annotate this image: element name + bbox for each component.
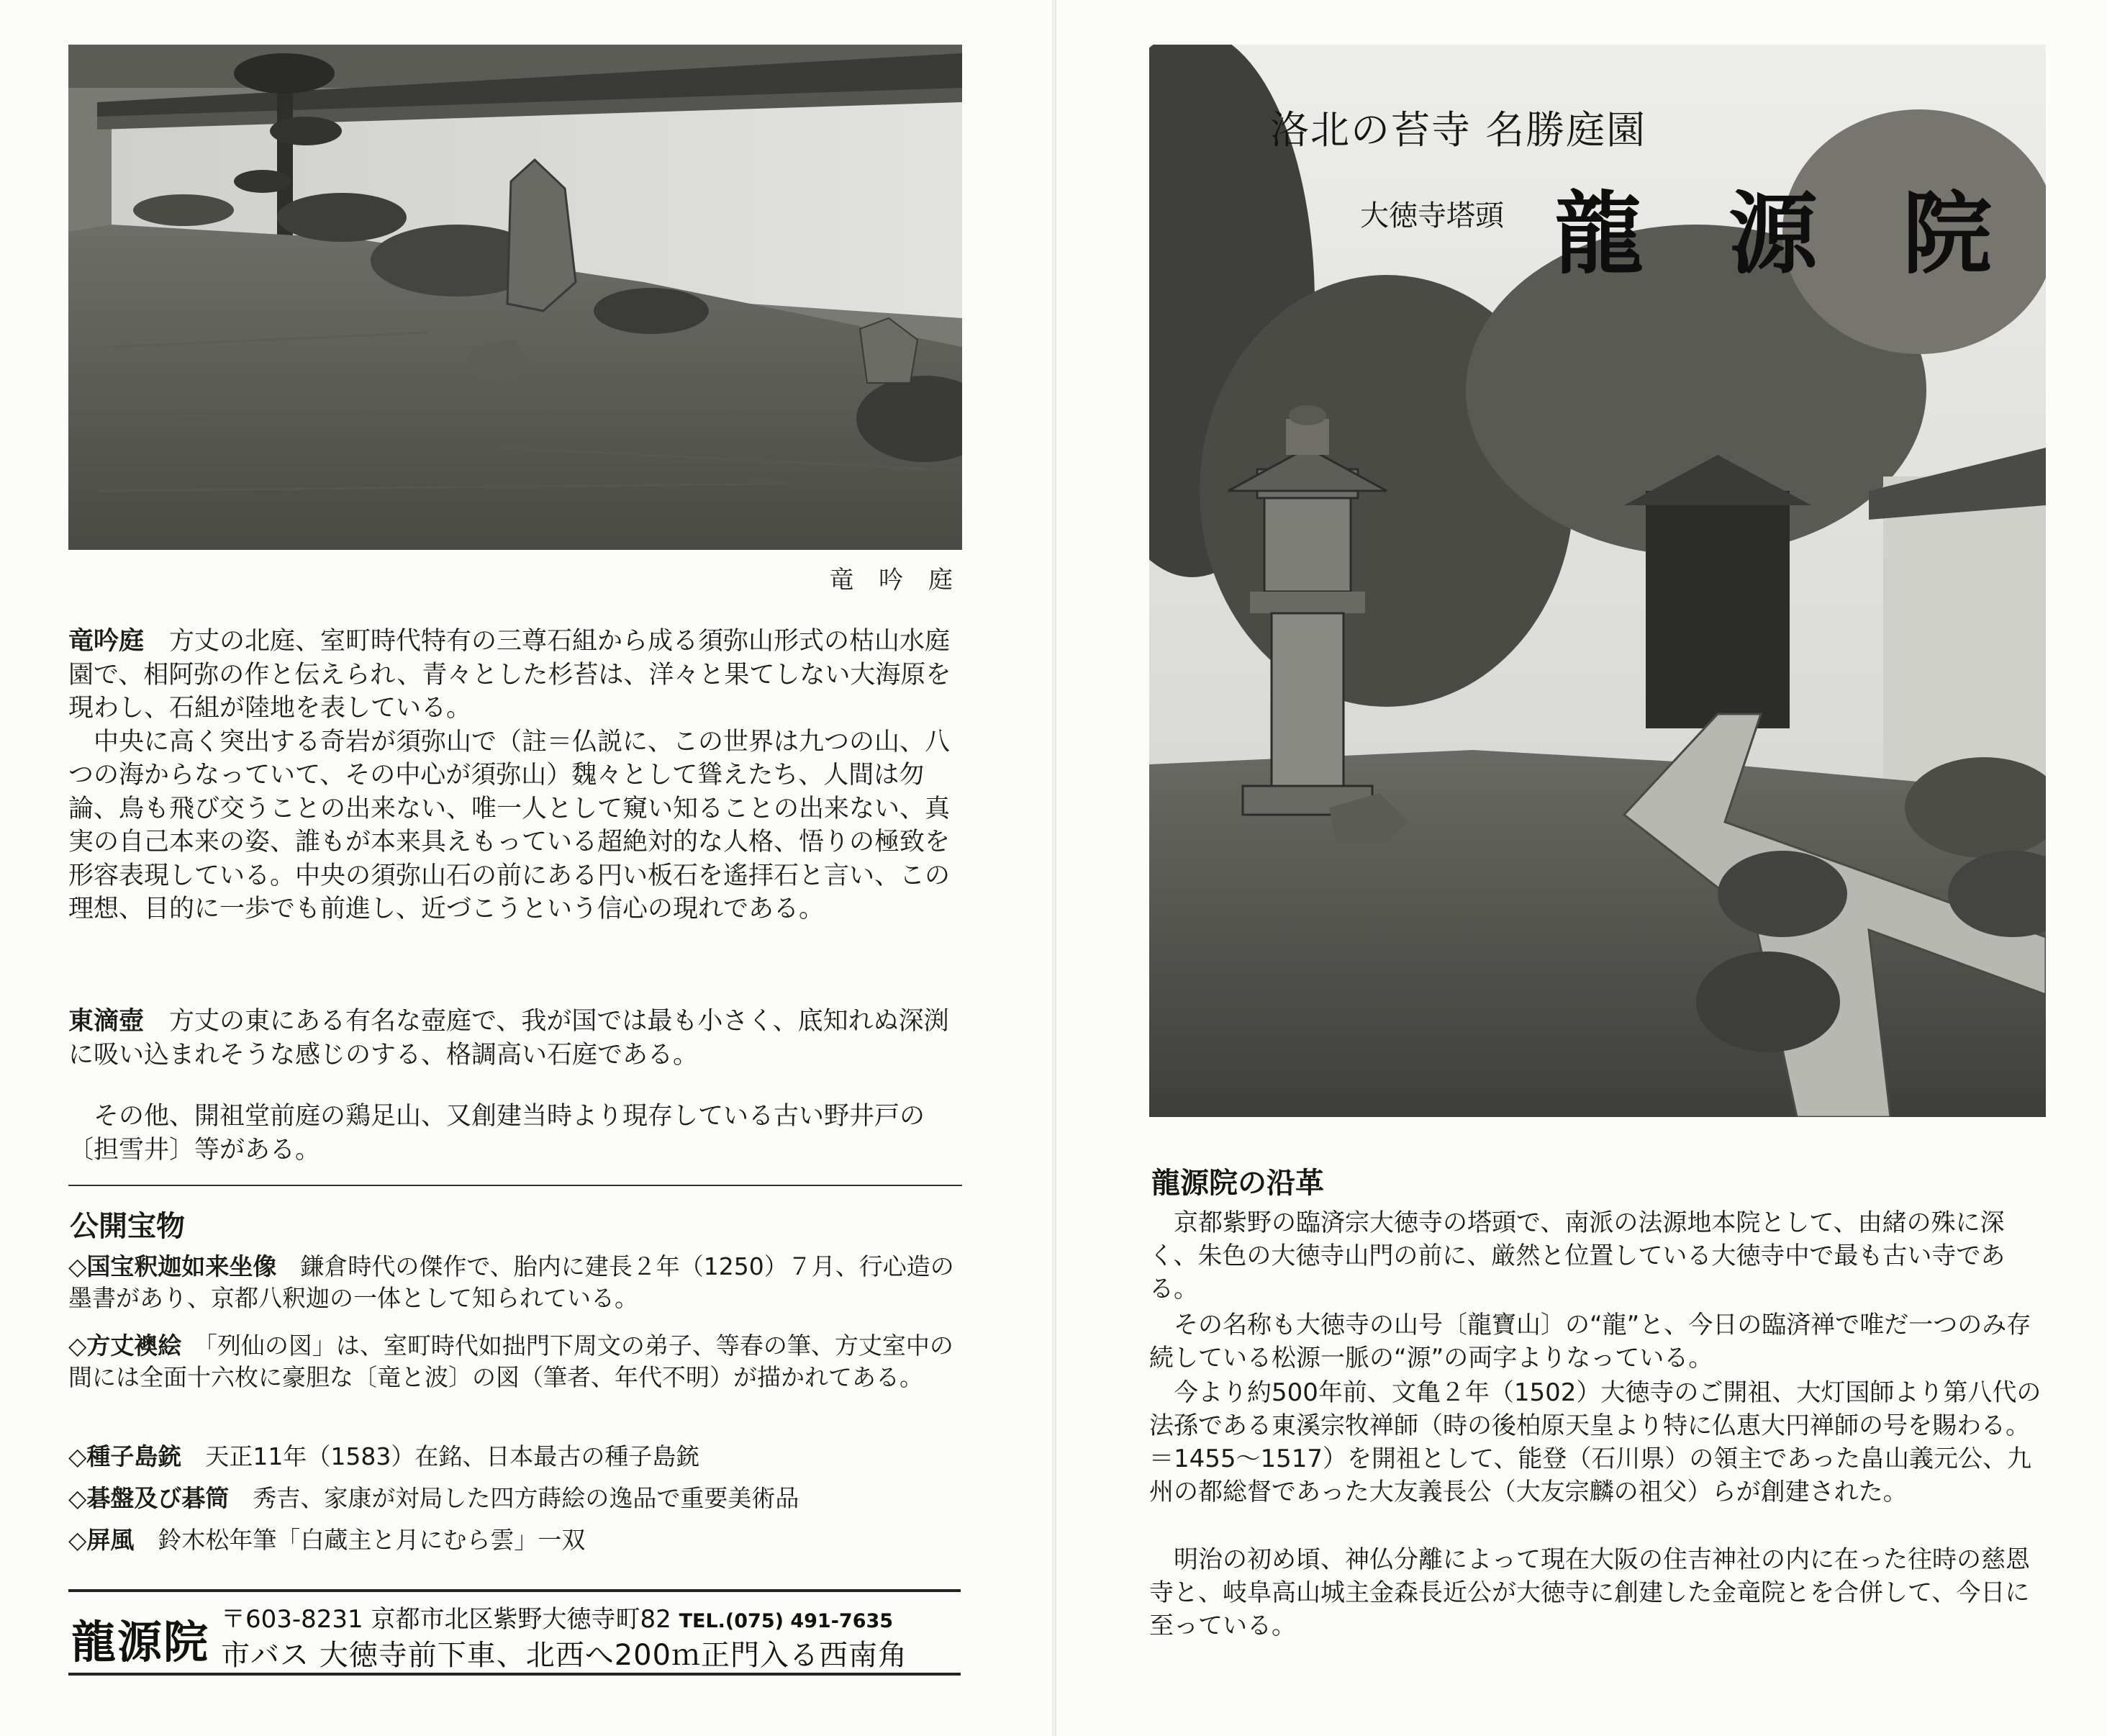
bullet-icon: ◇ [68,1484,87,1512]
bullet-icon: ◇ [68,1442,87,1470]
treasure-desc: 鎌倉時代の傑作で、胎内に建長２年（1250）７月、行心造の墨書があり、京都八釈迦の一体として知られている。 [68,1252,954,1312]
tel-number: (075) 491-7635 [725,1610,894,1632]
treasure-desc: 鈴木松年筆「白蔵主と月にむら雲」一双 [158,1526,586,1554]
cover-tagline: 洛北の苔寺 名勝庭園 [1270,107,1647,153]
history-text: 明治の初め頃、神仏分離によって現在大阪の住吉神社の内に在った往時の慈恩寺と、岐阜高山城主金森長近公が大徳寺に創建した金竜院とを合併して、今日に至っている。 [1149,1545,2030,1640]
treasure-name: 碁盤及び碁筒 [86,1484,230,1512]
treasure-item [68,1330,968,1393]
ryugintei-paragraph [68,625,968,926]
ryugintei-text-2: 中央に高く突出する奇岩が須弥山で（註＝仏説に、この世界は九つの山、八つの海からなっていて、その中心が須弥山）魏々として聳えたち、人間は勿論、鳥も飛び交うことの出来ない、唯一人として窺い知ることの出来ない、真実の自己本来の姿、誰もが本来具えもっている超絶対的な人格、悟りの極致を形容表現している。中央の須弥山石の前にある円い板石を遙拝石と言い、この理想、目的に一歩でも前進し、近づこうという信心の現れである。 [68,727,951,923]
totekiko-text: 方丈の東にある有名な壺庭で、我が国では最も小さく、底知れぬ深渕に吸い込まれそうな感じのする、格調高い石庭である。 [68,1007,949,1070]
address-line-2: 市バス 大徳寺前下車、北西へ200ｍ正門入る西南角 [221,1639,908,1672]
tel-label: TEL. [679,1610,725,1632]
left-page [0,0,1052,1736]
history-paragraph [1149,1543,2050,1642]
history-text: その名称も大徳寺の山号〔龍寶山〕の“龍”と、今日の臨済禅で唯だ一つのみ存続している松源一脈の“源”の両字よりなっている。 [1149,1311,2031,1373]
address-box [68,1589,961,1676]
history-text: 今より約500年前、文亀２年（1502）大徳寺のご開祖、大灯国師より第八代の法孫である東溪宗牧禅師（時の後柏原天皇より特に仏恵大円禅師の号を賜わる。＝1455〜1517）を開祖として、能登（石川県）の領主であった畠山義元公、九州の都総督であった大友義長公（大友宗麟の祖父）らが創建された。 [1149,1378,2042,1506]
history-text: 京都紫野の臨済宗大徳寺の塔頭で、南派の法源地本院として、由緒の殊に深く、朱色の大徳寺山門の前に、厳然と位置している大徳寺中で最も古い寺である。 [1149,1208,2006,1303]
treasure-name: 方丈襖絵 [86,1332,182,1360]
totekiko-paragraph [68,1005,968,1072]
totekiko-term: 東滴壺 [68,1007,145,1036]
postal-address: 〒603-8231 京都市北区紫野大徳寺町82 [221,1605,671,1634]
moss-garden-photo [68,45,962,550]
treasure-name: 国宝釈迦如来坐像 [86,1252,277,1280]
treasure-item [68,1483,968,1514]
treasure-item [68,1524,968,1556]
treasure-desc: 天正11年（1583）在銘、日本最古の種子島銃 [205,1442,700,1470]
history-paragraph [1149,1308,2050,1375]
treasure-name: 屏風 [86,1526,135,1554]
history-paragraph [1149,1376,2050,1509]
treasure-item [68,1441,968,1473]
history-title: 龍源院の沿革 [1151,1167,1324,1200]
other-paragraph [68,1100,968,1167]
temple-name-label: 龍源院 [71,1616,210,1668]
treasure-desc: 秀吉、家康が対局した四方蒔絵の逸品で重要美術品 [253,1484,799,1512]
address-line-1 [221,1599,893,1635]
cover-title: 龍源院 [1554,182,2077,286]
ryugintei-text: 方丈の北庭、室町時代特有の三尊石組から成る須弥山形式の枯山水庭園で、相阿弥の作と伝えられ、青々とした杉苔は、洋々と果てしない大海原を現わし、石組が陸地を表している。 [68,627,951,723]
ryugintei-term: 竜吟庭 [68,627,145,656]
history-paragraph [1149,1206,2050,1306]
treasure-item [68,1251,968,1314]
bullet-icon: ◇ [68,1252,87,1280]
treasures-title: 公開宝物 [70,1210,185,1243]
section-divider [68,1185,962,1186]
photo-caption: 竜 吟 庭 [829,566,961,595]
bullet-icon: ◇ [68,1332,87,1360]
cover-subtitle: 大徳寺塔頭 [1360,199,1504,232]
treasure-desc: 「列仙の図」は、室町時代如拙門下周文の弟子、等春の筆、方丈室中の間には全面十六枚に豪胆な〔竜と波〕の図（筆者、年代不明）が描かれてある。 [68,1332,953,1391]
treasure-name: 種子島銃 [86,1442,182,1470]
other-text: その他、開祖堂前庭の鶏足山、又創建当時より現存している古い野井戸の〔担雪井〕等がある。 [68,1102,925,1165]
bullet-icon: ◇ [68,1526,87,1554]
